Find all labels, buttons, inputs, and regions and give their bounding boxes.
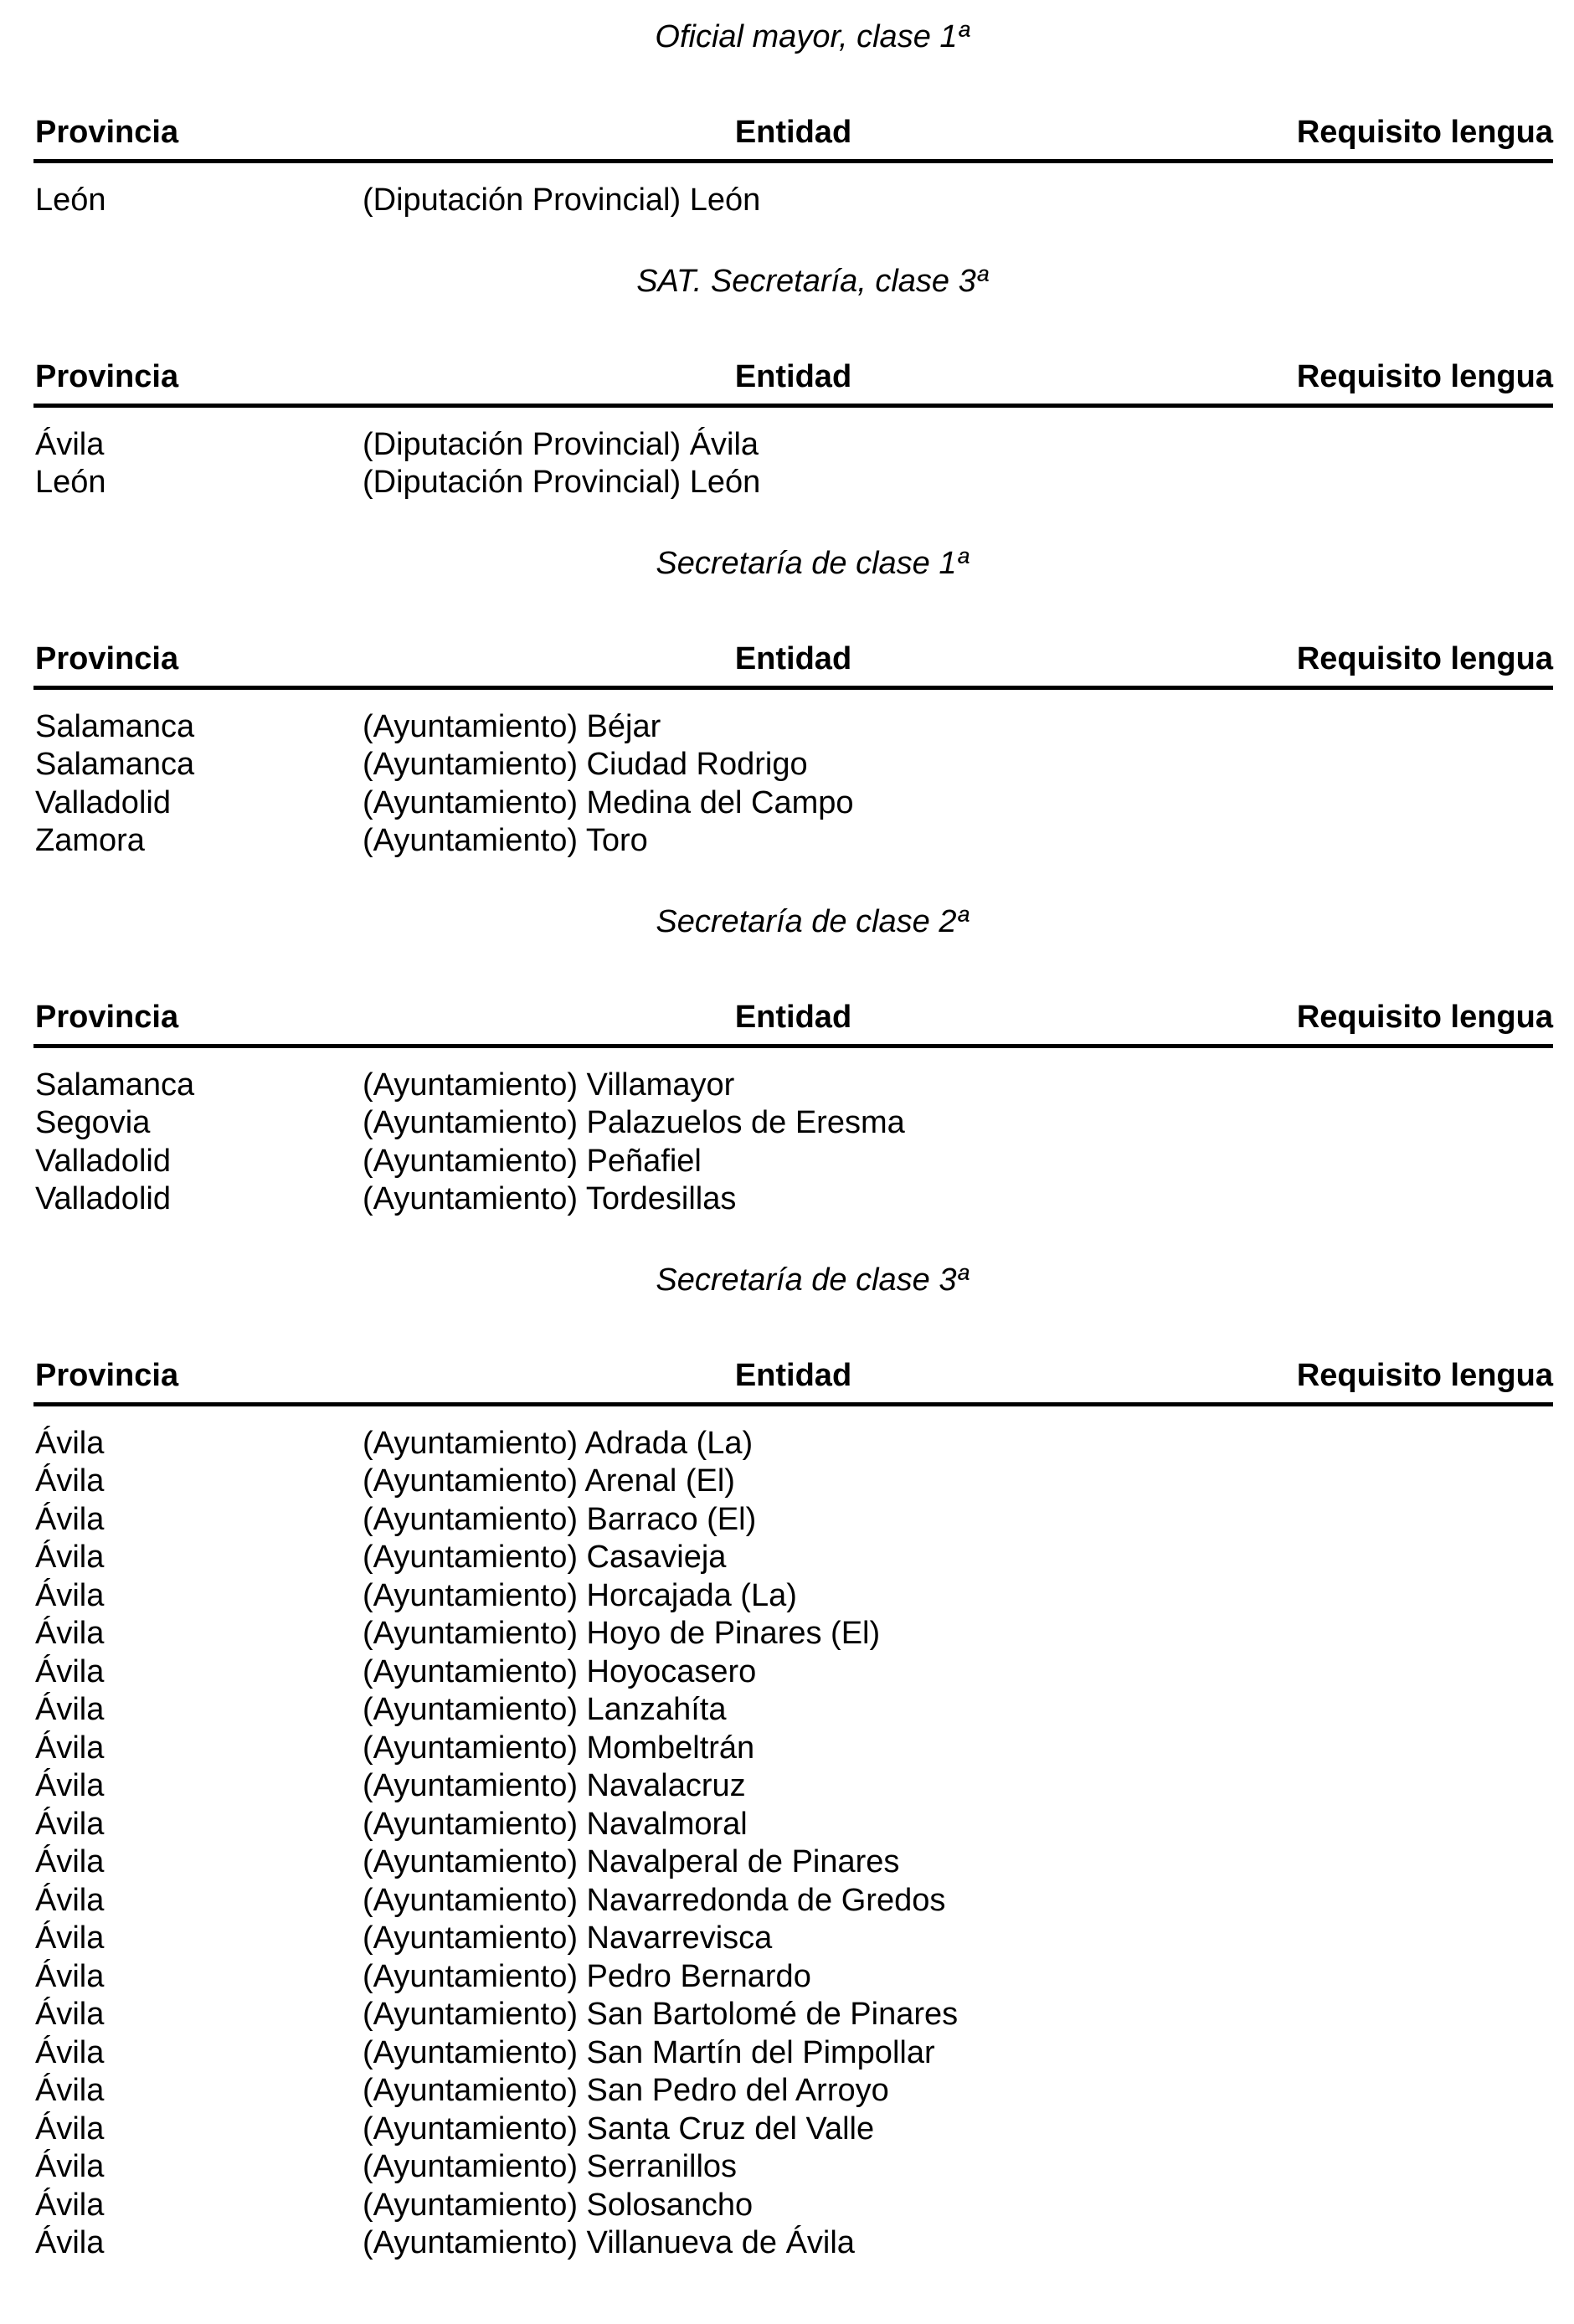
section xyxy=(33,256,1553,538)
table-row xyxy=(33,182,1553,220)
cell-entidad: (Ayuntamiento) Ciudad Rodrigo xyxy=(363,747,808,782)
table-row xyxy=(33,1767,1553,1806)
cell-provincia: Valladolid xyxy=(35,1143,171,1179)
table-row xyxy=(33,822,1553,861)
table-row xyxy=(33,2148,1553,2187)
table-row xyxy=(33,1882,1553,1920)
header-entidad: Entidad xyxy=(734,358,852,394)
cell-entidad: (Ayuntamiento) Mombeltrán xyxy=(363,1730,755,1766)
cell-provincia: Ávila xyxy=(35,1958,105,1994)
table-row xyxy=(33,784,1553,823)
cell-entidad: (Ayuntamiento) Pedro Bernardo xyxy=(363,1958,811,1994)
table-row xyxy=(33,1958,1553,1997)
table-row xyxy=(33,2111,1553,2149)
cell-entidad: (Ayuntamiento) Serranillos xyxy=(363,2149,738,2184)
cell-entidad: (Ayuntamiento) Hoyo de Pinares (El) xyxy=(363,1616,881,1651)
header-entidad: Entidad xyxy=(734,115,852,150)
header-provincia: Provincia xyxy=(35,640,179,676)
table-row xyxy=(33,1996,1553,2034)
cell-provincia: Ávila xyxy=(35,2073,105,2108)
section xyxy=(33,12,1553,256)
cell-provincia: Ávila xyxy=(35,2149,105,2184)
header-requisito-lengua: Requisito lengua xyxy=(1296,358,1553,394)
table-row xyxy=(33,1425,1553,1463)
cell-provincia: Ávila xyxy=(35,1653,105,1689)
table-row xyxy=(33,2072,1553,2111)
section xyxy=(33,1255,1553,2263)
cell-provincia: Ávila xyxy=(35,2225,105,2260)
table-header xyxy=(33,632,1553,690)
cell-provincia: Ávila xyxy=(35,1577,105,1613)
table-body xyxy=(33,408,1553,502)
cell-provincia: Segovia xyxy=(35,1105,151,1140)
cell-provincia: Ávila xyxy=(35,1844,105,1879)
cell-entidad: (Ayuntamiento) Villamayor xyxy=(363,1067,735,1103)
table-header xyxy=(33,350,1553,408)
cell-provincia: León xyxy=(35,183,106,218)
table-row xyxy=(33,1463,1553,1501)
section-title: Secretaría de clase 1ª xyxy=(656,545,969,581)
table-body xyxy=(33,690,1553,861)
table-row xyxy=(33,426,1553,465)
cell-provincia: Ávila xyxy=(35,1540,105,1575)
header-requisito-lengua: Requisito lengua xyxy=(1296,1357,1553,1393)
cell-entidad: (Ayuntamiento) Solosancho xyxy=(363,2187,754,2223)
cell-provincia: Ávila xyxy=(35,1425,105,1461)
cell-provincia: Salamanca xyxy=(35,708,195,744)
header-provincia: Provincia xyxy=(35,999,179,1035)
table-row xyxy=(33,1577,1553,1616)
cell-entidad: (Diputación Provincial) León xyxy=(363,465,761,500)
cell-provincia: Ávila xyxy=(35,1463,105,1499)
cell-entidad: (Ayuntamiento) Lanzahíta xyxy=(363,1692,727,1727)
header-requisito-lengua: Requisito lengua xyxy=(1296,999,1553,1035)
section-title: Secretaría de clase 3ª xyxy=(656,1262,969,1298)
cell-provincia: Ávila xyxy=(35,1768,105,1803)
table-header xyxy=(33,1349,1553,1406)
header-requisito-lengua: Requisito lengua xyxy=(1296,640,1553,676)
cell-provincia: Ávila xyxy=(35,1730,105,1766)
table-row xyxy=(33,2034,1553,2073)
cell-entidad: (Ayuntamiento) Casavieja xyxy=(363,1540,727,1575)
cell-provincia: Ávila xyxy=(35,2034,105,2070)
cell-entidad: (Ayuntamiento) Horcajada (La) xyxy=(363,1577,797,1613)
cell-provincia: Ávila xyxy=(35,1997,105,2032)
table-body xyxy=(33,1406,1553,2263)
cell-provincia: Ávila xyxy=(35,426,105,462)
section xyxy=(33,897,1553,1255)
table-row xyxy=(33,1104,1553,1143)
cell-entidad: (Diputación Provincial) Ávila xyxy=(363,426,759,462)
cell-entidad: (Ayuntamiento) Medina del Campo xyxy=(363,784,854,820)
cell-entidad: (Ayuntamiento) San Bartolomé de Pinares xyxy=(363,1997,959,2032)
table-row xyxy=(33,1653,1553,1692)
header-provincia: Provincia xyxy=(35,358,179,394)
table-row xyxy=(33,464,1553,502)
cell-entidad: (Diputación Provincial) León xyxy=(363,183,761,218)
header-provincia: Provincia xyxy=(35,1357,179,1393)
cell-provincia: Ávila xyxy=(35,1616,105,1651)
cell-entidad: (Ayuntamiento) Tordesillas xyxy=(363,1181,737,1216)
table-row xyxy=(33,2224,1553,2263)
cell-entidad: (Ayuntamiento) Navalperal de Pinares xyxy=(363,1844,900,1879)
header-provincia: Provincia xyxy=(35,115,179,150)
table-row xyxy=(33,1615,1553,1653)
cell-provincia: Ávila xyxy=(35,2111,105,2147)
section xyxy=(33,538,1553,897)
cell-entidad: (Ayuntamiento) Navarredonda de Gredos xyxy=(363,1882,946,1918)
table-row xyxy=(33,1067,1553,1105)
header-entidad: Entidad xyxy=(734,999,852,1035)
cell-provincia: Zamora xyxy=(35,823,145,858)
table-row xyxy=(33,1539,1553,1577)
table-body xyxy=(33,163,1553,220)
table-row xyxy=(33,2187,1553,2225)
cell-provincia: Ávila xyxy=(35,2187,105,2223)
table-row xyxy=(33,1180,1553,1219)
cell-provincia: Ávila xyxy=(35,1920,105,1956)
cell-entidad: (Ayuntamiento) Navarrevisca xyxy=(363,1920,773,1956)
cell-entidad: (Ayuntamiento) Navalacruz xyxy=(363,1768,746,1803)
table-row xyxy=(33,1730,1553,1768)
cell-entidad: (Ayuntamiento) Santa Cruz del Valle xyxy=(363,2111,875,2147)
table-row xyxy=(33,1501,1553,1540)
header-requisito-lengua: Requisito lengua xyxy=(1296,115,1553,150)
header-entidad: Entidad xyxy=(734,1357,852,1393)
cell-entidad: (Ayuntamiento) San Martín del Pimpollar xyxy=(363,2034,935,2070)
cell-provincia: Valladolid xyxy=(35,784,171,820)
table-body xyxy=(33,1048,1553,1219)
table-row xyxy=(33,1920,1553,1958)
document-page xyxy=(33,12,1553,2263)
header-entidad: Entidad xyxy=(734,640,852,676)
table-row xyxy=(33,746,1553,784)
cell-entidad: (Ayuntamiento) Hoyocasero xyxy=(363,1653,757,1689)
cell-entidad: (Ayuntamiento) Toro xyxy=(363,823,648,858)
cell-entidad: (Ayuntamiento) Peñafiel xyxy=(363,1143,702,1179)
cell-entidad: (Ayuntamiento) Palazuelos de Eresma xyxy=(363,1105,905,1140)
cell-entidad: (Ayuntamiento) Barraco (El) xyxy=(363,1501,757,1537)
cell-provincia: Valladolid xyxy=(35,1181,171,1216)
cell-entidad: (Ayuntamiento) San Pedro del Arroyo xyxy=(363,2073,889,2108)
cell-provincia: Salamanca xyxy=(35,747,195,782)
cell-provincia: León xyxy=(35,465,106,500)
cell-provincia: Ávila xyxy=(35,1692,105,1727)
cell-entidad: (Ayuntamiento) Béjar xyxy=(363,708,661,744)
cell-entidad: (Ayuntamiento) Arenal (El) xyxy=(363,1463,735,1499)
section-title: SAT. Secretaría, clase 3ª xyxy=(636,263,988,299)
table-header xyxy=(33,990,1553,1048)
cell-entidad: (Ayuntamiento) Navalmoral xyxy=(363,1806,748,1842)
cell-entidad: (Ayuntamiento) Adrada (La) xyxy=(363,1425,754,1461)
cell-entidad: (Ayuntamiento) Villanueva de Ávila xyxy=(363,2225,855,2260)
cell-provincia: Ávila xyxy=(35,1882,105,1918)
table-row xyxy=(33,1691,1553,1730)
table-header xyxy=(33,105,1553,163)
table-row xyxy=(33,1806,1553,1844)
cell-provincia: Ávila xyxy=(35,1806,105,1842)
section-title: Oficial mayor, clase 1ª xyxy=(655,19,970,54)
section-title: Secretaría de clase 2ª xyxy=(656,903,969,939)
cell-provincia: Ávila xyxy=(35,1501,105,1537)
cell-provincia: Salamanca xyxy=(35,1067,195,1103)
table-row xyxy=(33,708,1553,747)
table-row xyxy=(33,1143,1553,1181)
table-row xyxy=(33,1843,1553,1882)
